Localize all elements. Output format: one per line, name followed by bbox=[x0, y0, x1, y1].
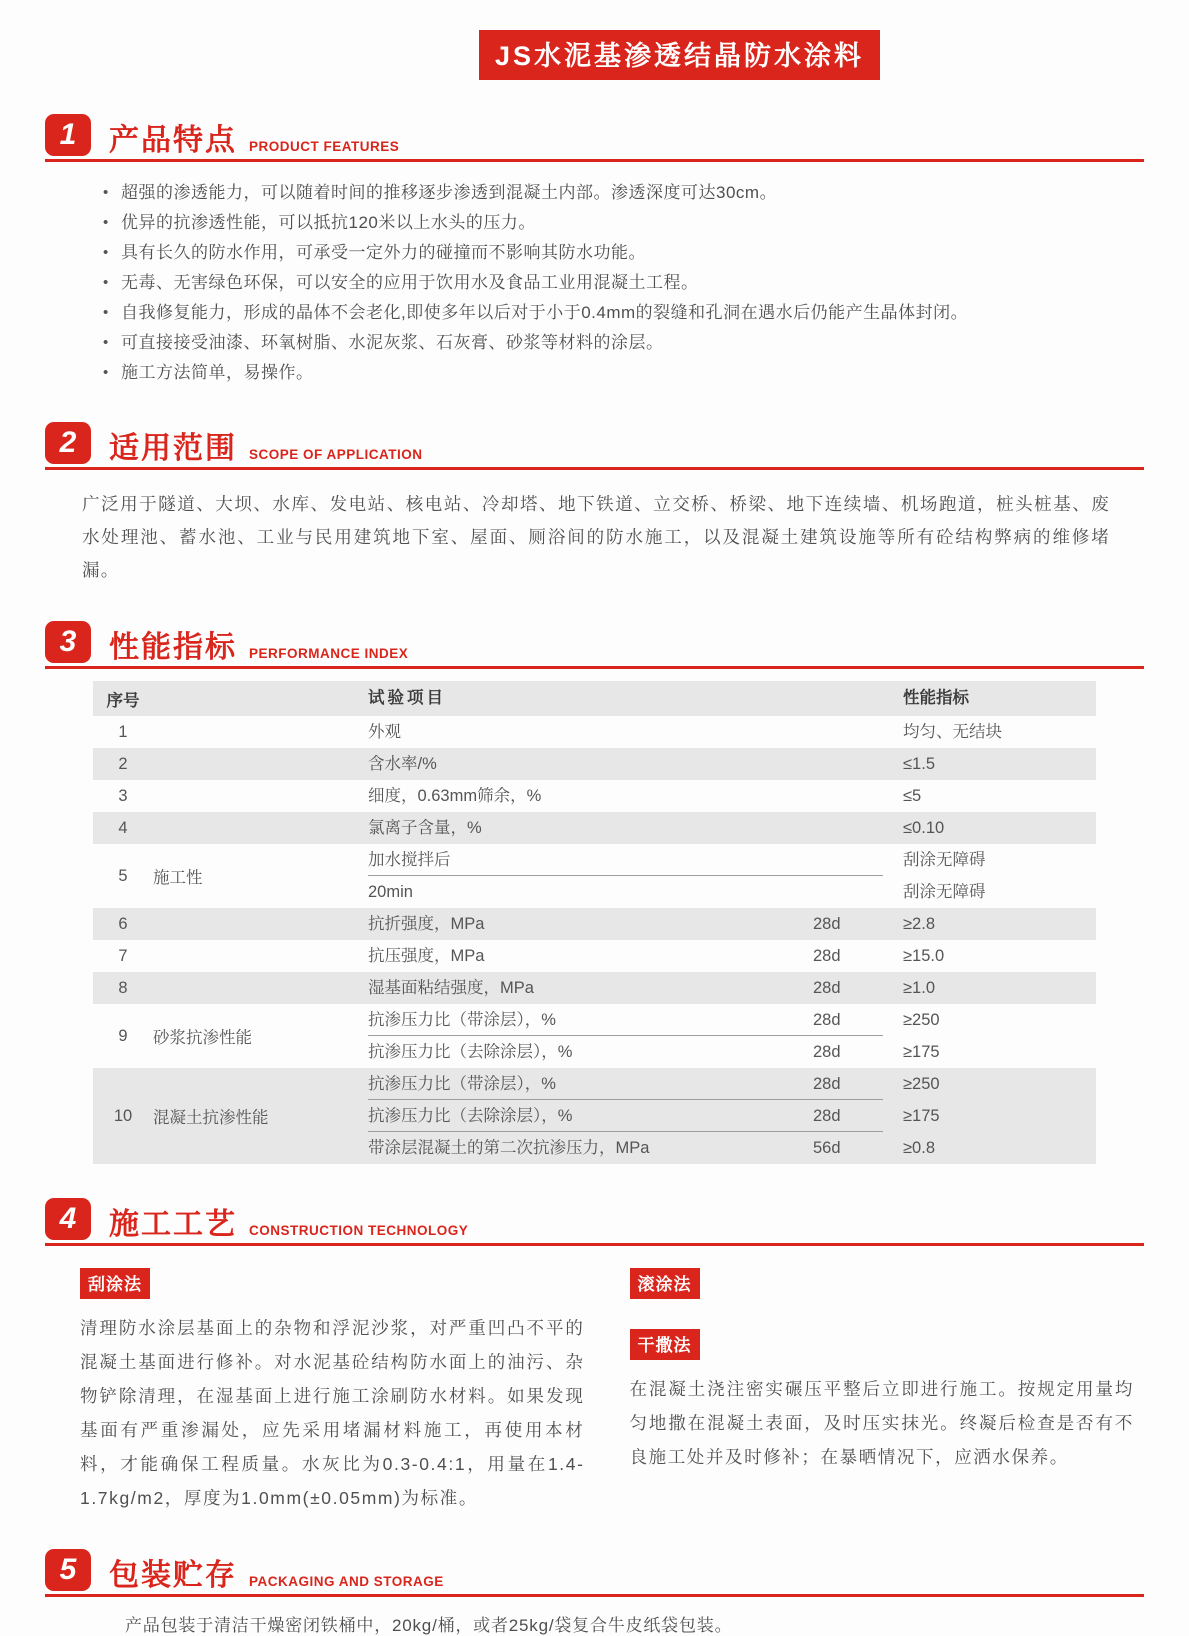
test-item: 湿基面粘结强度，MPa bbox=[368, 978, 534, 997]
col-header-index: 性能指标 bbox=[903, 689, 969, 707]
test-item: 细度，0.63mm筛余，% bbox=[368, 786, 542, 805]
test-age: 28d bbox=[813, 1010, 841, 1029]
packaging-paragraph: 产品包装于清洁干燥密闭铁桶中，20kg/桶，或者25kg/袋复合牛皮纸袋包装。 bbox=[125, 1616, 733, 1635]
table-row bbox=[93, 716, 1096, 748]
bullet-icon: • bbox=[103, 334, 109, 351]
test-item: 加水搅拌后 bbox=[368, 850, 451, 869]
test-item: 抗渗压力比（去除涂层），% bbox=[368, 1042, 573, 1061]
section-header-scope bbox=[45, 422, 1144, 470]
section-header-packaging bbox=[45, 1549, 1144, 1597]
test-item: 抗渗压力比（带涂层），% bbox=[368, 1074, 556, 1093]
test-item: 抗渗压力比（带涂层），% bbox=[368, 1010, 556, 1029]
feature-list bbox=[103, 178, 1144, 388]
section-number-badge: 5 bbox=[45, 1549, 91, 1591]
test-age: 28d bbox=[813, 978, 841, 997]
test-item: 含水率/% bbox=[368, 754, 437, 773]
index-value: 刮涂无障碍 bbox=[903, 882, 986, 901]
index-value: ≤5 bbox=[903, 786, 922, 805]
test-item: 20min bbox=[368, 882, 413, 901]
method-scrape-coating bbox=[80, 1268, 585, 1515]
section-number-badge: 3 bbox=[45, 621, 91, 663]
feature-text: 具有长久的防水作用，可承受一定外力的碰撞而不影响其防水功能。 bbox=[121, 243, 646, 262]
section-title: 性能指标 bbox=[109, 631, 237, 664]
method-dry-sprinkle bbox=[630, 1329, 1135, 1474]
table-row bbox=[93, 780, 1096, 812]
row-no: 10 bbox=[113, 1106, 133, 1125]
row-group: 混凝土抗渗性能 bbox=[153, 1109, 269, 1127]
feature-text: 施工方法简单，易操作。 bbox=[121, 363, 314, 382]
index-value: ≥175 bbox=[903, 1042, 940, 1061]
method-description: 清理防水涂层基面上的杂物和浮泥沙浆，对严重凹凸不平的混凝土基面进行修补。对水泥基砼结构防水面上的油污、杂物铲除清理，在湿基面上进行施工涂刷防水材料。如果发现基面有严重渗漏处，应先采用堵漏材料施工，再使用本材料，才能确保工程质量。水灰比为0.3-0.4:1，用量在1.4-1.7kg/m2，厚度为1.0mm(±0.05mm)为标准。 bbox=[80, 1318, 585, 1508]
table-row bbox=[93, 940, 1096, 972]
feature-text: 无毒、无害绿色环保，可以安全的应用于饮用水及食品工业用混凝土工程。 bbox=[121, 273, 699, 292]
bullet-icon: • bbox=[103, 184, 109, 201]
list-item bbox=[103, 208, 1144, 238]
test-age: 28d bbox=[813, 946, 841, 965]
table-row bbox=[93, 844, 1096, 908]
section-number-badge: 1 bbox=[45, 114, 91, 156]
index-value: ≤0.10 bbox=[903, 818, 945, 837]
section-title: 产品特点 bbox=[109, 124, 237, 157]
index-value: 刮涂无障碍 bbox=[903, 850, 986, 869]
test-item: 外观 bbox=[368, 722, 401, 741]
row-no: 8 bbox=[118, 978, 128, 997]
test-age: 28d bbox=[813, 1042, 841, 1061]
feature-text: 自我修复能力，形成的晶体不会老化,即使多年以后对于小于0.4mm的裂缝和孔洞在遇水后仍能产生晶体封闭。 bbox=[121, 303, 969, 322]
col-header-no: 序号 bbox=[106, 691, 140, 710]
row-no: 7 bbox=[118, 946, 128, 965]
section-title: 适用范围 bbox=[109, 432, 237, 465]
col-header-item: 试验项目 bbox=[368, 689, 446, 707]
scope-paragraph: 广泛用于隧道、大坝、水库、发电站、核电站、冷却塔、地下铁道、立交桥、桥梁、地下连续墙、机场跑道，桩头桩基、废水处理池、蓄水池、工业与民用建筑地下室、屋面、厕浴间的防水施工，以及混凝土建筑设施等所有砼结构弊病的维修堵漏。 bbox=[82, 494, 1110, 580]
list-item bbox=[103, 268, 1144, 298]
page-title: JS水泥基渗透结晶防水涂料 bbox=[479, 30, 880, 80]
row-no: 1 bbox=[118, 722, 128, 741]
test-item: 氯离子含量，% bbox=[368, 818, 482, 837]
index-value: ≥175 bbox=[903, 1106, 940, 1125]
section-number-badge: 2 bbox=[45, 422, 91, 464]
index-value: ≥2.8 bbox=[903, 914, 935, 933]
section-subtitle: PERFORMANCE INDEX bbox=[249, 645, 409, 661]
row-group: 施工性 bbox=[153, 869, 203, 887]
row-no: 2 bbox=[118, 754, 128, 773]
test-age: 56d bbox=[813, 1138, 841, 1157]
banner-row bbox=[45, 30, 1144, 80]
construction-methods bbox=[45, 1246, 1144, 1515]
test-item: 带涂层混凝土的第二次抗渗压力，MPa bbox=[368, 1138, 650, 1157]
method-label-badge: 滚涂法 bbox=[630, 1268, 700, 1299]
index-value: ≥0.8 bbox=[903, 1138, 935, 1157]
feature-text: 优异的抗渗透性能，可以抵抗120米以上水头的压力。 bbox=[121, 213, 536, 232]
test-item: 抗渗压力比（去除涂层），% bbox=[368, 1106, 573, 1125]
section-subtitle: CONSTRUCTION TECHNOLOGY bbox=[249, 1222, 469, 1238]
row-no: 9 bbox=[118, 1026, 128, 1045]
index-value: ≥1.0 bbox=[903, 978, 935, 997]
index-value: ≥250 bbox=[903, 1010, 940, 1029]
table-row bbox=[93, 908, 1096, 940]
method-label-badge: 刮涂法 bbox=[80, 1268, 150, 1299]
section-subtitle: PRODUCT FEATURES bbox=[249, 138, 400, 154]
performance-table bbox=[93, 681, 1096, 1164]
index-value: ≤1.5 bbox=[903, 754, 935, 773]
test-item: 抗压强度，MPa bbox=[368, 946, 485, 965]
bullet-icon: • bbox=[103, 214, 109, 231]
table-row bbox=[93, 972, 1096, 1004]
method-label-badge: 干撒法 bbox=[630, 1329, 700, 1360]
section-title: 包装贮存 bbox=[109, 1559, 237, 1592]
test-item: 抗折强度，MPa bbox=[368, 914, 485, 933]
section-subtitle: PACKAGING AND STORAGE bbox=[249, 1573, 444, 1589]
index-value: ≥15.0 bbox=[903, 946, 945, 965]
section-title: 施工工艺 bbox=[109, 1208, 237, 1241]
method-roller-coating bbox=[630, 1268, 1135, 1299]
test-age: 28d bbox=[813, 1106, 841, 1125]
section-subtitle: SCOPE OF APPLICATION bbox=[249, 446, 423, 462]
table-row bbox=[93, 1068, 1096, 1164]
section-number-badge: 4 bbox=[45, 1198, 91, 1240]
test-age: 28d bbox=[813, 914, 841, 933]
list-item bbox=[103, 298, 1144, 328]
bullet-icon: • bbox=[103, 304, 109, 321]
row-group: 砂浆抗渗性能 bbox=[153, 1029, 252, 1047]
section-header-performance bbox=[45, 621, 1144, 669]
row-no: 3 bbox=[118, 786, 128, 805]
section-header-construction bbox=[45, 1198, 1144, 1246]
table-row bbox=[93, 1004, 1096, 1068]
row-no: 5 bbox=[118, 866, 128, 885]
index-value: ≥250 bbox=[903, 1074, 940, 1093]
feature-text: 超强的渗透能力，可以随着时间的推移逐步渗透到混凝土内部。渗透深度可达30cm。 bbox=[121, 183, 778, 202]
index-value: 均匀、无结块 bbox=[903, 722, 1002, 741]
bullet-icon: • bbox=[103, 274, 109, 291]
list-item bbox=[103, 358, 1144, 388]
construction-left-column bbox=[80, 1268, 585, 1515]
list-item bbox=[103, 178, 1144, 208]
table-header-row bbox=[93, 681, 1096, 716]
section-header-product-features bbox=[45, 114, 1144, 162]
construction-right-column bbox=[630, 1268, 1135, 1515]
row-no: 4 bbox=[118, 818, 128, 837]
bullet-icon: • bbox=[103, 364, 109, 381]
bullet-icon: • bbox=[103, 244, 109, 261]
table-row bbox=[93, 812, 1096, 844]
feature-text: 可直接接受油漆、环氧树脂、水泥灰浆、石灰膏、砂浆等材料的涂层。 bbox=[121, 333, 664, 352]
method-description: 在混凝土浇注密实碾压平整后立即进行施工。按规定用量均匀地撒在混凝土表面，及时压实抹光。终凝后检查是否有不良施工处并及时修补；在暴晒情况下，应洒水保养。 bbox=[629, 1379, 1134, 1467]
test-age: 28d bbox=[813, 1074, 841, 1093]
row-no: 6 bbox=[118, 914, 128, 933]
table-row bbox=[93, 748, 1096, 780]
list-item bbox=[103, 238, 1144, 268]
list-item bbox=[103, 328, 1144, 358]
